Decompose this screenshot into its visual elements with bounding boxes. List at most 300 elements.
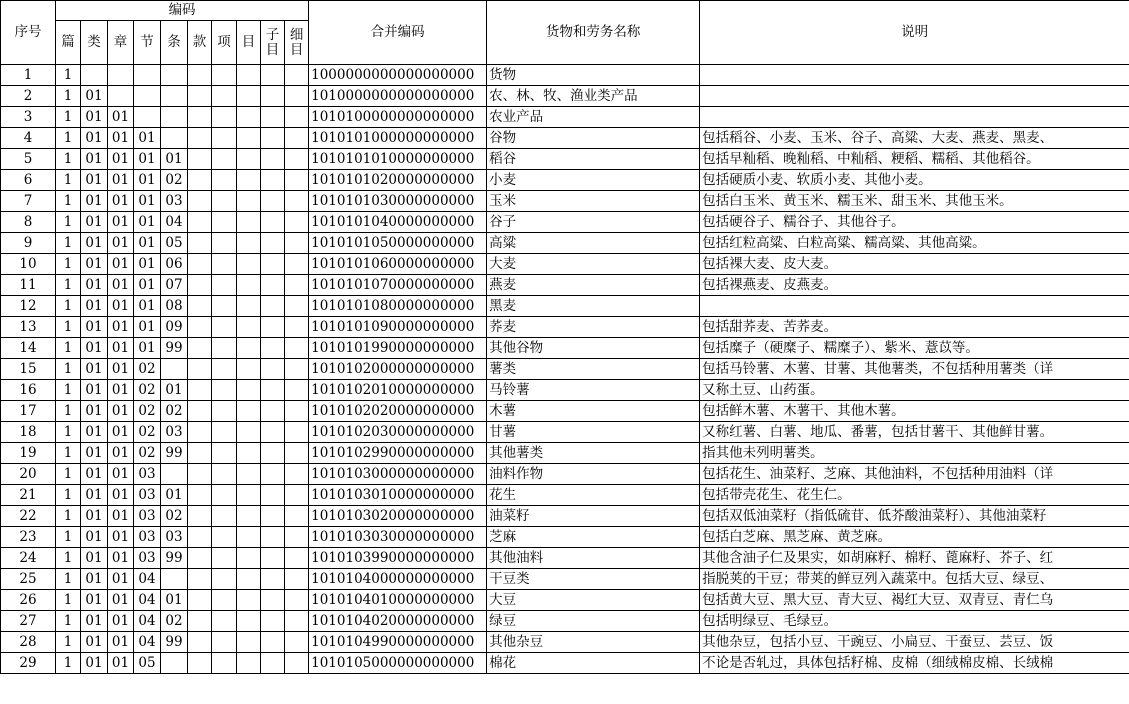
pian-cell: 1 [56,359,81,380]
lei-cell: 01 [81,548,108,569]
seq-cell: 10 [1,254,56,275]
description-cell: 包括甜荞麦、苦荞麦。 [700,317,1129,338]
zhang-cell: 01 [108,569,134,590]
zimu-cell [261,254,285,275]
merged-code-cell: 1010000000000000000 [309,86,487,107]
table-row [1,296,1129,317]
mu-cell [237,317,261,338]
zimu-cell [261,506,285,527]
goods-name-cell: 马铃薯 [487,380,700,401]
kuan-cell [188,464,212,485]
goods-name-cell: 货物 [487,65,700,86]
xiang-cell [212,548,237,569]
mu-cell [237,338,261,359]
zimu-cell [261,653,285,674]
seq-cell: 7 [1,191,56,212]
ximu-cell [285,107,309,128]
ximu-cell [285,191,309,212]
goods-name-cell: 黑麦 [487,296,700,317]
lei-cell: 01 [81,611,108,632]
tiao-cell: 02 [161,506,188,527]
kuan-cell [188,548,212,569]
table-row [1,443,1129,464]
merged-code-cell: 1000000000000000000 [309,65,487,86]
ximu-line-1: 细 [289,26,304,43]
ximu-cell [285,401,309,422]
kuan-cell [188,506,212,527]
merged-code-cell: 1010103030000000000 [309,527,487,548]
pian-cell: 1 [56,422,81,443]
merged-code-cell: 1010101990000000000 [309,338,487,359]
mu-cell [237,86,261,107]
seq-cell: 15 [1,359,56,380]
zimu-cell [261,233,285,254]
jie-cell: 02 [134,422,161,443]
seq-cell: 25 [1,569,56,590]
jie-cell: 03 [134,548,161,569]
tiao-cell: 02 [161,401,188,422]
merged-code-cell: 1010101090000000000 [309,317,487,338]
goods-name-cell: 大麦 [487,254,700,275]
zhang-cell: 01 [108,233,134,254]
table-row [1,590,1129,611]
zimu-cell [261,338,285,359]
xiang-cell [212,275,237,296]
mu-cell [237,443,261,464]
tiao-cell: 06 [161,254,188,275]
kuan-cell [188,233,212,254]
goods-name-cell: 干豆类 [487,569,700,590]
zimu-cell [261,212,285,233]
xiang-cell [212,149,237,170]
lei-cell: 01 [81,338,108,359]
xiang-cell [212,317,237,338]
jie-cell: 03 [134,485,161,506]
table-row [1,380,1129,401]
jie-cell: 03 [134,527,161,548]
lei-cell: 01 [81,212,108,233]
goods-name-cell: 谷子 [487,212,700,233]
tiao-cell: 05 [161,233,188,254]
zimu-cell [261,527,285,548]
xiang-cell [212,422,237,443]
seq-cell: 23 [1,527,56,548]
jie-cell: 01 [134,149,161,170]
xiang-cell [212,401,237,422]
pian-cell: 1 [56,107,81,128]
jie-cell [134,86,161,107]
goods-name-cell: 农、林、牧、渔业类产品 [487,86,700,107]
zhang-cell [108,86,134,107]
col-header-pian: 篇 [56,21,81,65]
description-cell: 包括裸大麦、皮大麦。 [700,254,1129,275]
merged-code-cell: 1010101010000000000 [309,149,487,170]
zimu-cell [261,590,285,611]
pian-cell: 1 [56,254,81,275]
tiao-cell: 03 [161,191,188,212]
description-cell: 指其他未列明薯类。 [700,443,1129,464]
ximu-cell [285,275,309,296]
ximu-cell [285,569,309,590]
pian-cell: 1 [56,380,81,401]
goods-name-cell: 油料作物 [487,464,700,485]
kuan-cell [188,590,212,611]
col-header-xiang: 项 [212,21,237,65]
pian-cell: 1 [56,296,81,317]
xiang-cell [212,65,237,86]
zimu-cell [261,296,285,317]
zimu-cell [261,401,285,422]
tiao-cell: 99 [161,632,188,653]
ximu-cell [285,149,309,170]
table-row [1,149,1129,170]
table-row [1,254,1129,275]
merged-code-cell: 1010103000000000000 [309,464,487,485]
seq-cell: 26 [1,590,56,611]
table-row [1,632,1129,653]
merged-code-cell: 1010103990000000000 [309,548,487,569]
mu-cell [237,590,261,611]
lei-cell: 01 [81,86,108,107]
col-header-kuan: 款 [188,21,212,65]
description-cell [700,65,1129,86]
tiao-cell [161,65,188,86]
lei-cell: 01 [81,254,108,275]
jie-cell: 03 [134,506,161,527]
pian-cell: 1 [56,527,81,548]
xiang-cell [212,653,237,674]
xiang-cell [212,170,237,191]
xiang-cell [212,443,237,464]
zhang-cell: 01 [108,191,134,212]
col-header-tiao: 条 [161,21,188,65]
mu-cell [237,212,261,233]
lei-cell: 01 [81,632,108,653]
zimu-cell [261,86,285,107]
table-row [1,401,1129,422]
tiao-cell: 01 [161,380,188,401]
description-cell: 包括硬质小麦、软质小麦、其他小麦。 [700,170,1129,191]
merged-code-cell: 1010102000000000000 [309,359,487,380]
seq-cell: 4 [1,128,56,149]
seq-cell: 11 [1,275,56,296]
jie-cell: 01 [134,212,161,233]
zimu-cell [261,464,285,485]
ximu-cell [285,485,309,506]
merged-code-cell: 1010102010000000000 [309,380,487,401]
pian-cell: 1 [56,653,81,674]
xiang-cell [212,569,237,590]
tiao-cell: 08 [161,296,188,317]
lei-cell: 01 [81,275,108,296]
lei-cell: 01 [81,359,108,380]
kuan-cell [188,65,212,86]
goods-name-cell: 木薯 [487,401,700,422]
kuan-cell [188,401,212,422]
description-cell: 包括带壳花生、花生仁。 [700,485,1129,506]
tiao-cell: 03 [161,422,188,443]
goods-name-cell: 油菜籽 [487,506,700,527]
table-header [1,1,1129,65]
ximu-cell [285,170,309,191]
tiao-cell [161,107,188,128]
ximu-cell [285,128,309,149]
kuan-cell [188,128,212,149]
table-row [1,107,1129,128]
zimu-cell [261,569,285,590]
kuan-cell [188,191,212,212]
jie-cell: 02 [134,443,161,464]
merged-code-cell: 1010104020000000000 [309,611,487,632]
zhang-cell: 01 [108,422,134,443]
lei-cell: 01 [81,653,108,674]
description-cell: 包括花生、油菜籽、芝麻、其他油料，不包括种用油料（详 [700,464,1129,485]
seq-cell: 22 [1,506,56,527]
zimu-cell [261,107,285,128]
description-cell: 包括黄大豆、黑大豆、青大豆、褐红大豆、双青豆、青仁乌 [700,590,1129,611]
pian-cell: 1 [56,65,81,86]
xiang-cell [212,296,237,317]
lei-cell: 01 [81,569,108,590]
table-row [1,65,1129,86]
table-row [1,653,1129,674]
seq-cell: 27 [1,611,56,632]
zimu-cell [261,149,285,170]
description-cell: 包括裸燕麦、皮燕麦。 [700,275,1129,296]
tiao-cell [161,464,188,485]
merged-code-cell: 1010103020000000000 [309,506,487,527]
merged-code-cell: 1010101040000000000 [309,212,487,233]
goods-name-cell: 其他薯类 [487,443,700,464]
table-row [1,128,1129,149]
goods-name-cell: 甘薯 [487,422,700,443]
code-group-header: 编码 [56,1,309,21]
kuan-cell [188,380,212,401]
zimu-cell [261,548,285,569]
xiang-cell [212,590,237,611]
lei-cell: 01 [81,149,108,170]
zhang-cell: 01 [108,464,134,485]
zimu-cell [261,128,285,149]
ximu-cell [285,296,309,317]
seq-header: 序号 [1,1,56,65]
description-cell: 不论是否轧过，具体包括籽棉、皮棉（细绒棉皮棉、长绒棉 [700,653,1129,674]
pian-cell: 1 [56,464,81,485]
ximu-cell [285,422,309,443]
ximu-cell [285,233,309,254]
col-header-ximu [285,21,309,65]
kuan-cell [188,86,212,107]
table-row [1,548,1129,569]
pian-cell: 1 [56,485,81,506]
seq-cell: 24 [1,548,56,569]
kuan-cell [188,296,212,317]
pian-cell: 1 [56,212,81,233]
zhang-cell: 01 [108,590,134,611]
mu-cell [237,611,261,632]
col-header-zhang: 章 [108,21,134,65]
lei-cell: 01 [81,443,108,464]
zhang-cell: 01 [108,359,134,380]
table-row [1,191,1129,212]
table-row [1,317,1129,338]
kuan-cell [188,107,212,128]
zhang-cell: 01 [108,380,134,401]
jie-cell: 01 [134,191,161,212]
ximu-cell [285,464,309,485]
table-row [1,212,1129,233]
ximu-cell [285,212,309,233]
seq-cell: 18 [1,422,56,443]
goods-name-cell: 高粱 [487,233,700,254]
xiang-cell [212,254,237,275]
zimu-cell [261,485,285,506]
lei-cell: 01 [81,422,108,443]
ximu-cell [285,506,309,527]
seq-cell: 29 [1,653,56,674]
goods-name-cell: 棉花 [487,653,700,674]
zhang-cell: 01 [108,506,134,527]
tiao-cell: 03 [161,527,188,548]
lei-cell: 01 [81,527,108,548]
goods-name-cell: 花生 [487,485,700,506]
ximu-cell [285,359,309,380]
table-row [1,170,1129,191]
description-cell: 包括马铃薯、木薯、甘薯、其他薯类，不包括种用薯类（详 [700,359,1129,380]
description-cell [700,86,1129,107]
xiang-cell [212,611,237,632]
xiang-cell [212,338,237,359]
lei-cell: 01 [81,233,108,254]
kuan-cell [188,611,212,632]
merged-code-cell: 1010101050000000000 [309,233,487,254]
seq-cell: 13 [1,317,56,338]
description-cell [700,296,1129,317]
table-row [1,422,1129,443]
zhang-cell: 01 [108,527,134,548]
pian-cell: 1 [56,233,81,254]
tiao-cell: 99 [161,548,188,569]
mu-cell [237,653,261,674]
jie-cell: 04 [134,632,161,653]
goods-name-cell: 大豆 [487,590,700,611]
tiao-cell: 09 [161,317,188,338]
pian-cell: 1 [56,128,81,149]
lei-cell: 01 [81,401,108,422]
table-body [1,65,1129,674]
seq-cell: 20 [1,464,56,485]
ximu-cell [285,86,309,107]
goods-name-cell: 其他谷物 [487,338,700,359]
lei-cell: 01 [81,464,108,485]
ximu-cell [285,611,309,632]
col-header-jie: 节 [134,21,161,65]
zimu-cell [261,443,285,464]
tiao-cell: 02 [161,170,188,191]
xiang-cell [212,527,237,548]
goods-name-cell: 芝麻 [487,527,700,548]
xiang-cell [212,506,237,527]
zhang-cell: 01 [108,338,134,359]
tiao-cell [161,653,188,674]
seq-cell: 21 [1,485,56,506]
tiao-cell: 01 [161,485,188,506]
lei-cell: 01 [81,380,108,401]
kuan-cell [188,338,212,359]
zimu-cell [261,275,285,296]
tiao-cell: 02 [161,611,188,632]
merged-code-cell: 1010101080000000000 [309,296,487,317]
table-row [1,233,1129,254]
mu-cell [237,170,261,191]
zhang-cell: 01 [108,485,134,506]
mu-cell [237,191,261,212]
table-row [1,86,1129,107]
ximu-cell [285,317,309,338]
mu-cell [237,128,261,149]
zhang-cell [108,65,134,86]
table-row [1,485,1129,506]
ximu-cell [285,338,309,359]
pian-cell: 1 [56,590,81,611]
mu-cell [237,107,261,128]
mu-cell [237,464,261,485]
jie-cell: 04 [134,611,161,632]
col-header-zimu [261,21,285,65]
tiao-cell: 99 [161,338,188,359]
zhang-cell: 01 [108,128,134,149]
xiang-cell [212,359,237,380]
mu-cell [237,506,261,527]
tiao-cell: 07 [161,275,188,296]
merged-code-cell: 1010102030000000000 [309,422,487,443]
kuan-cell [188,527,212,548]
zhang-cell: 01 [108,149,134,170]
description-cell: 其他含油子仁及果实，如胡麻籽、棉籽、蓖麻籽、芥子、红 [700,548,1129,569]
pian-cell: 1 [56,401,81,422]
goods-name-cell: 稻谷 [487,149,700,170]
jie-cell: 02 [134,401,161,422]
kuan-cell [188,632,212,653]
zhang-cell: 01 [108,548,134,569]
mu-cell [237,254,261,275]
tiao-cell [161,359,188,380]
goods-name-cell: 其他杂豆 [487,632,700,653]
lei-cell: 01 [81,128,108,149]
mu-cell [237,149,261,170]
zhang-cell: 01 [108,212,134,233]
lei-cell: 01 [81,506,108,527]
zhang-cell: 01 [108,653,134,674]
tiao-cell: 99 [161,443,188,464]
goods-name-cell: 玉米 [487,191,700,212]
jie-cell: 01 [134,338,161,359]
zhang-cell: 01 [108,611,134,632]
table-row [1,569,1129,590]
seq-cell: 3 [1,107,56,128]
zimu-cell [261,191,285,212]
seq-cell: 5 [1,149,56,170]
kuan-cell [188,422,212,443]
pian-cell: 1 [56,191,81,212]
tiao-cell [161,569,188,590]
merged-code-cell: 1010100000000000000 [309,107,487,128]
lei-cell: 01 [81,107,108,128]
xiang-cell [212,380,237,401]
mu-cell [237,380,261,401]
zimu-cell [261,422,285,443]
table-row [1,527,1129,548]
